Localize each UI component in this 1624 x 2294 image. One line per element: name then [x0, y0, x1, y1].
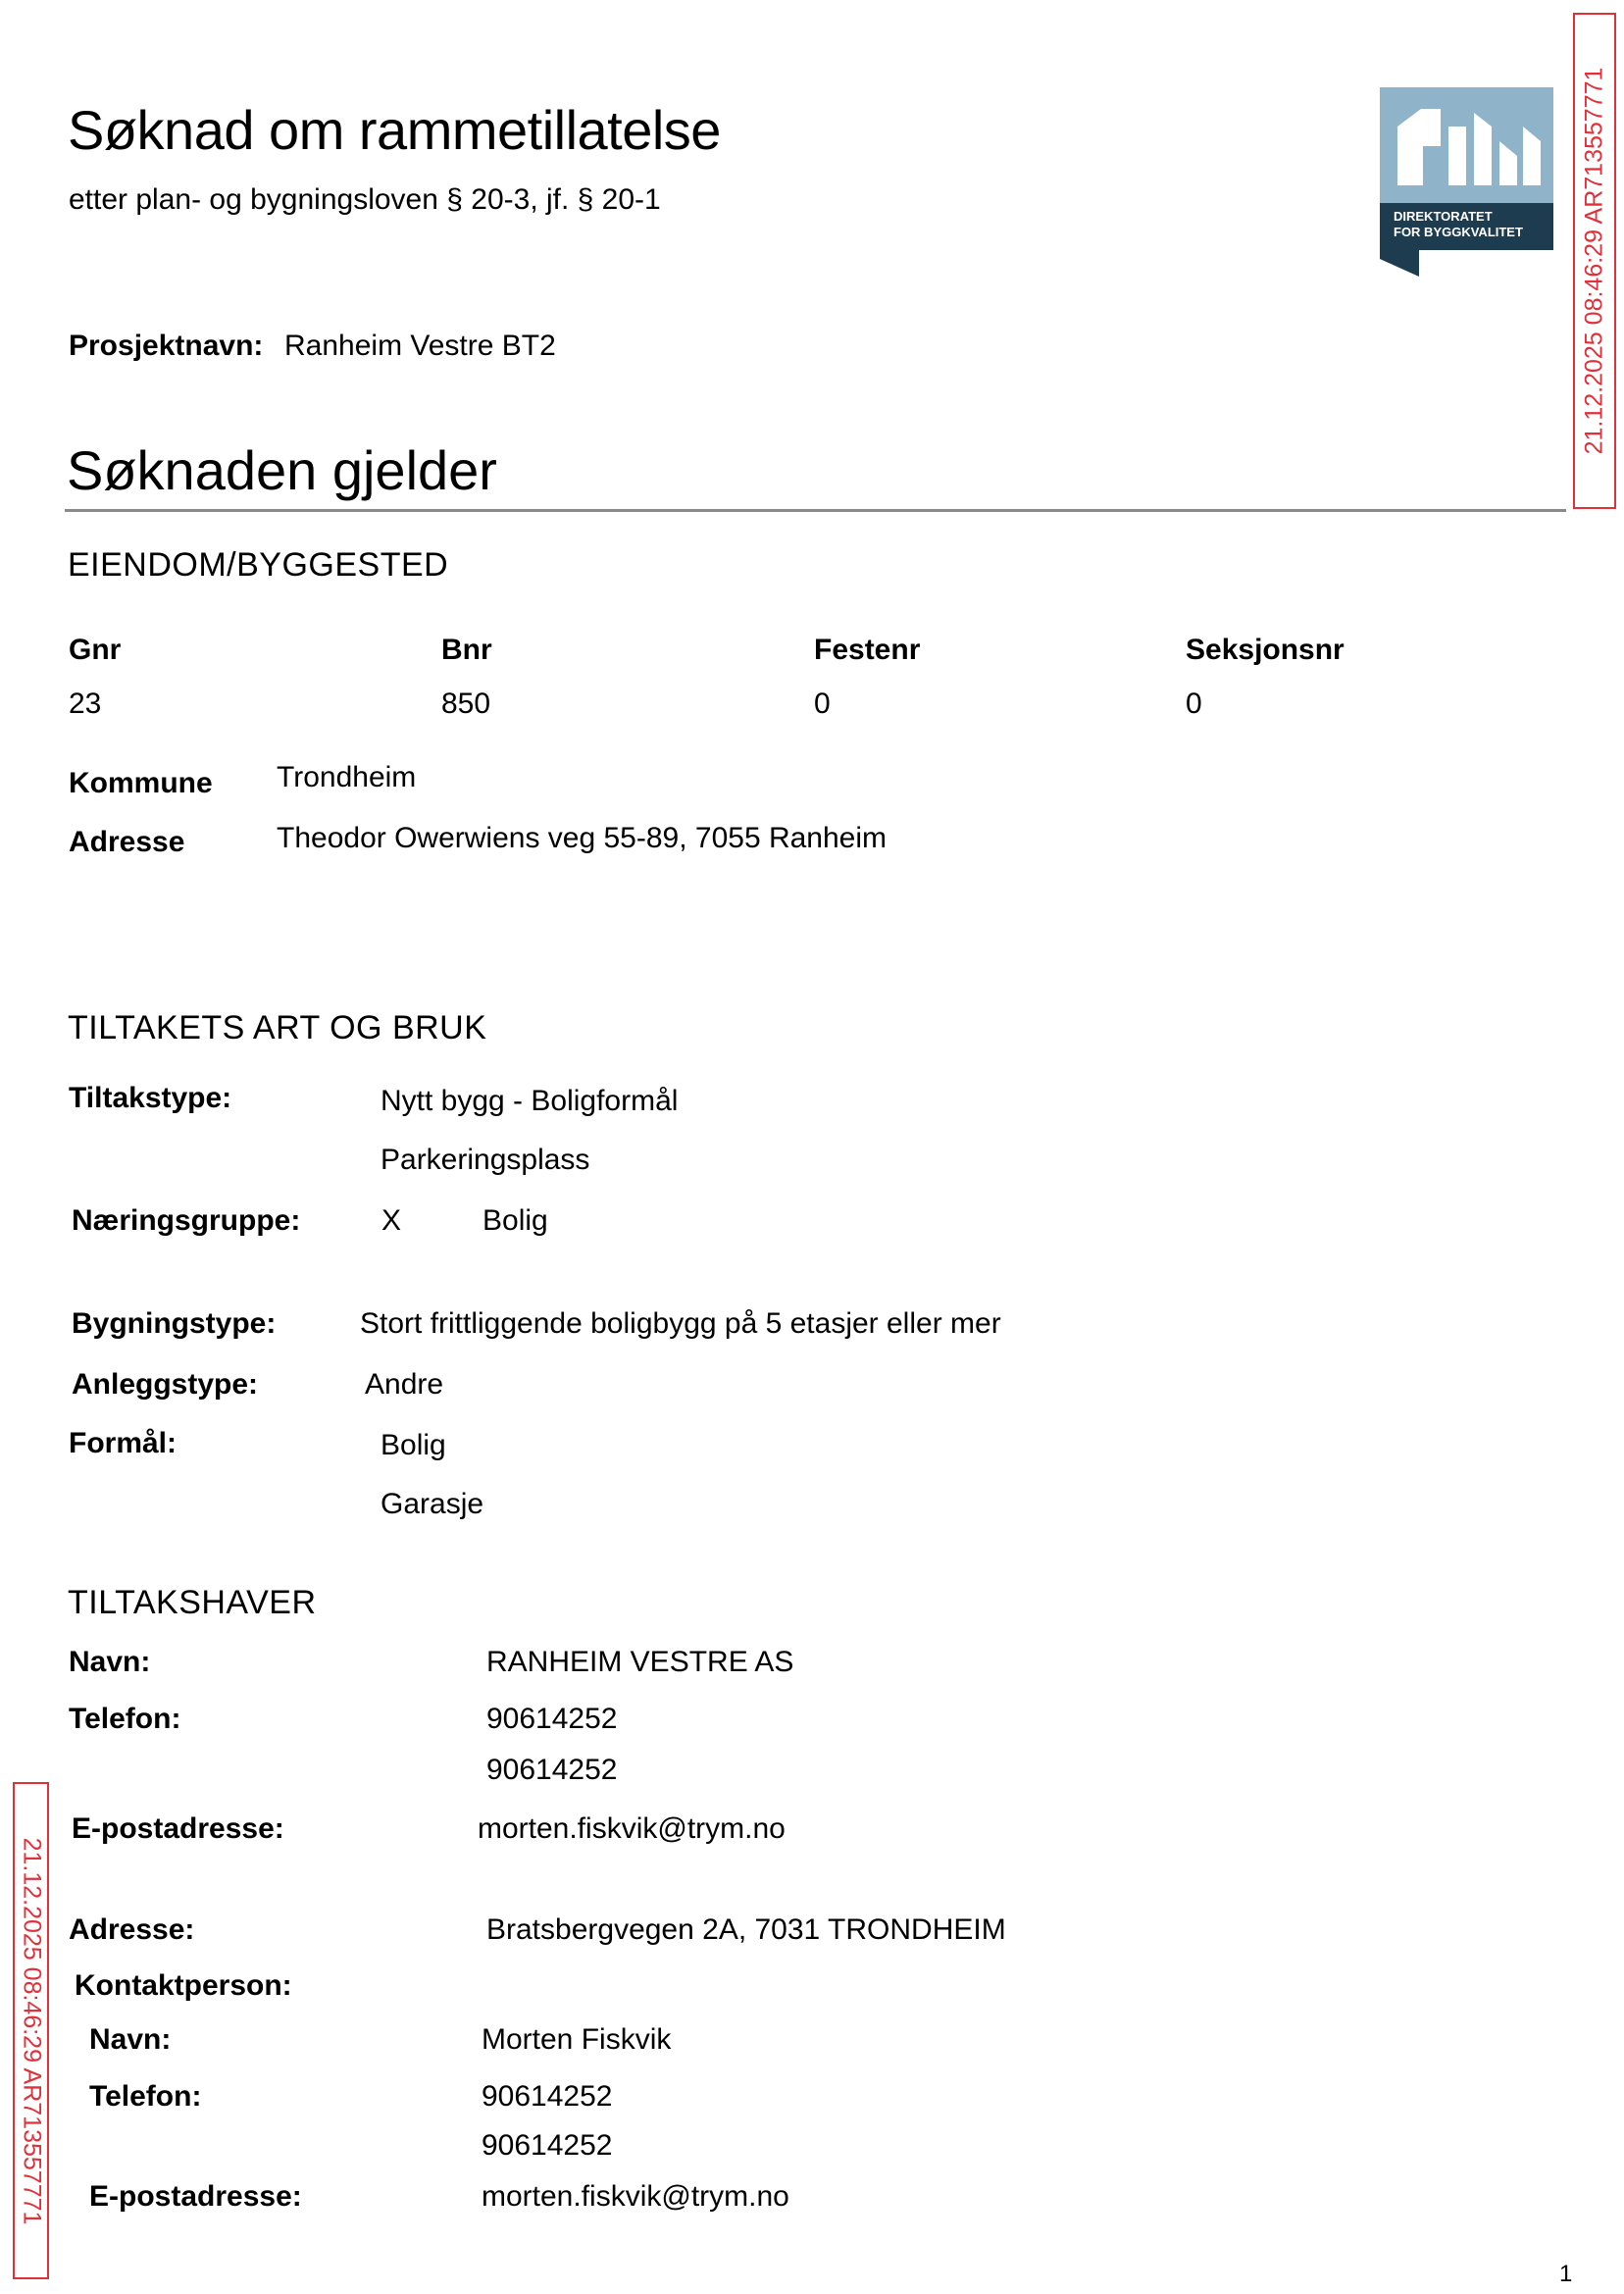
- project-value: Ranheim Vestre BT2: [284, 330, 556, 362]
- telefon-value-1: 90614252: [486, 1703, 618, 1735]
- kontakt-navn-label: Navn:: [89, 2023, 172, 2056]
- navn-label: Navn:: [69, 1646, 151, 1678]
- anleggstype-label: Anleggstype:: [72, 1368, 259, 1401]
- kontaktperson-label: Kontaktperson:: [75, 1969, 292, 2002]
- section-title: Søknaden gjelder: [67, 439, 497, 501]
- eiendom-heading: EIENDOM/BYGGESTED: [68, 546, 449, 584]
- kommune-label: Kommune: [69, 767, 213, 799]
- seksjonsnr-label: Seksjonsnr: [1186, 634, 1345, 666]
- gnr-label: Gnr: [69, 634, 122, 666]
- document-subtitle: etter plan- og bygningsloven § 20-3, jf. § 20-1: [69, 183, 661, 216]
- gnr-value: 23: [69, 688, 102, 720]
- kontakt-navn-value: Morten Fiskvik: [482, 2023, 672, 2056]
- kontakt-telefon-value-2: 90614252: [482, 2129, 613, 2162]
- tiltak-heading: TILTAKETS ART OG BRUK: [68, 1009, 487, 1046]
- formal-label: Formål:: [69, 1427, 178, 1459]
- date-stamp-text: 21.12.2025 08:46:29 AR713557771: [1580, 67, 1608, 455]
- document-title: Søknad om rammetillatelse: [68, 99, 721, 161]
- naeringsgruppe-code: X: [381, 1204, 402, 1237]
- dibk-logo-icon: [1380, 87, 1553, 277]
- anleggstype-value: Andre: [365, 1368, 444, 1401]
- tiltakstype-label: Tiltakstype:: [69, 1082, 232, 1114]
- tiltakstype-value-1: Nytt bygg - Boligformål: [381, 1085, 679, 1117]
- kontakt-telefon-value-1: 90614252: [482, 2080, 613, 2113]
- dibk-logo: [1380, 87, 1553, 277]
- naeringsgruppe-value: Bolig: [482, 1204, 548, 1237]
- date-stamp-side: [13, 1782, 49, 2279]
- formal-value-2: Garasje: [381, 1488, 484, 1520]
- tiltakshaver-adresse-label: Adresse:: [69, 1913, 195, 1946]
- kontakt-epost-label: E-postadresse:: [89, 2180, 302, 2213]
- formal-value-1: Bolig: [381, 1429, 446, 1461]
- logo-line-2: FOR BYGGKVALITET: [1394, 225, 1523, 239]
- tiltakshaver-heading: TILTAKSHAVER: [68, 1584, 317, 1621]
- bnr-value: 850: [441, 688, 491, 720]
- telefon-value-2: 90614252: [486, 1754, 618, 1786]
- bnr-label: Bnr: [441, 634, 492, 666]
- kommune-value: Trondheim: [277, 761, 417, 793]
- telefon-label: Telefon:: [69, 1703, 181, 1735]
- bygningstype-label: Bygningstype:: [72, 1307, 277, 1340]
- logo-line-1: DIREKTORATET: [1394, 209, 1493, 224]
- festenr-label: Festenr: [814, 634, 921, 666]
- epost-value: morten.fiskvik@trym.no: [478, 1812, 786, 1845]
- adresse-value: Theodor Owerwiens veg 55-89, 7055 Ranheim: [277, 822, 888, 854]
- kontakt-epost-value: morten.fiskvik@trym.no: [482, 2180, 789, 2213]
- seksjonsnr-value: 0: [1186, 688, 1202, 720]
- navn-value: RANHEIM VESTRE AS: [486, 1646, 794, 1678]
- project-label: Prosjektnavn:: [69, 330, 264, 362]
- tiltakshaver-adresse-value: Bratsbergvegen 2A, 7031 TRONDHEIM: [486, 1913, 1006, 1946]
- epost-label: E-postadresse:: [72, 1812, 284, 1845]
- date-stamp-top: [1573, 13, 1616, 509]
- tiltakstype-value-2: Parkeringsplass: [381, 1144, 590, 1176]
- kontakt-telefon-label: Telefon:: [89, 2080, 202, 2113]
- date-stamp-text: 21.12.2025 08:46:29 AR713557771: [18, 1837, 45, 2224]
- festenr-value: 0: [814, 688, 831, 720]
- adresse-label: Adresse: [69, 826, 185, 858]
- page-number: 1: [1559, 2261, 1573, 2287]
- section-divider: [65, 509, 1566, 512]
- logo-text: [1394, 209, 1523, 240]
- naeringsgruppe-label: Næringsgruppe:: [72, 1204, 301, 1237]
- bygningstype-value: Stort frittliggende boligbygg på 5 etasjer eller mer: [360, 1307, 1001, 1340]
